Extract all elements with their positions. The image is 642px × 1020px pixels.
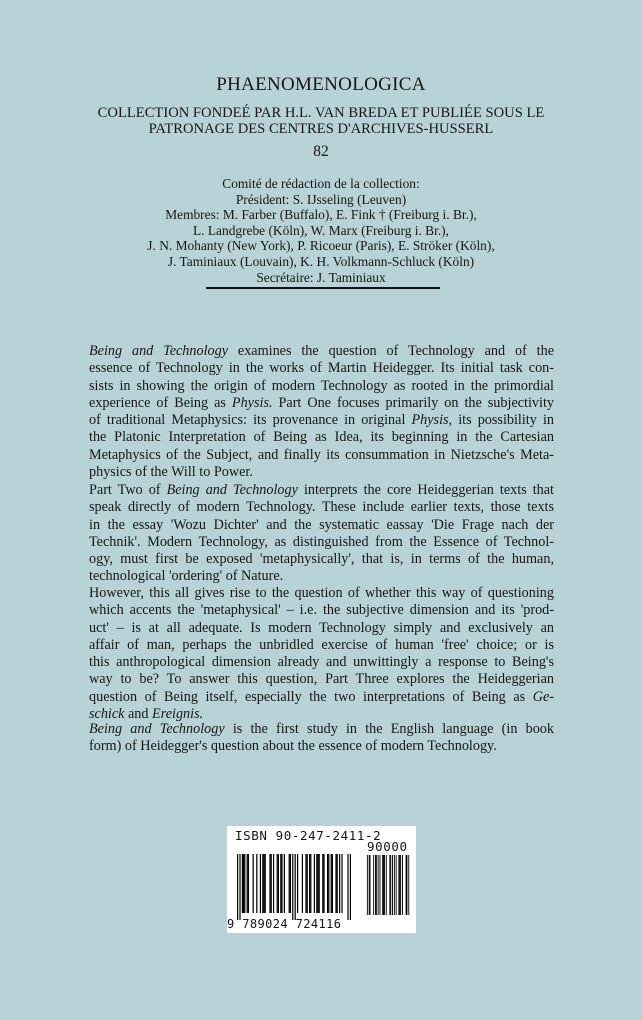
italic-text-run: Ge- — [532, 688, 554, 705]
text-run: interprets the core Heideggerian texts that — [297, 482, 554, 498]
blurb-line — [89, 360, 554, 377]
ean-bar — [289, 854, 290, 913]
text-run: ogy, must first be exposed 'metaphysically', that is, in terms of the human, — [89, 551, 554, 568]
text-run: physics of the Will to Power. — [89, 464, 253, 481]
ean-bar — [335, 854, 336, 913]
price-code: 90000 — [367, 839, 408, 854]
text-run: way to be? To answer this question, Part Three explores the Heideggerian — [89, 671, 554, 688]
ean-bar — [290, 854, 291, 913]
text-run: However, this all gives rise to the question of whether this way of questioning — [89, 585, 554, 601]
ean-bar — [327, 854, 328, 913]
text-run: this anthropological dimension already and unwittingly a response to Being's — [89, 654, 554, 671]
blurb-paragraph-1 — [89, 343, 554, 481]
text-run: Part Two of — [89, 482, 167, 498]
text-run: Technik'. Modern Technology, as distinguished from the Essence of Technol- — [89, 533, 554, 550]
text-run: which accents the 'metaphysical' – i.e. the subjective dimension and its 'prod- — [89, 602, 554, 619]
ean-bar — [310, 854, 311, 913]
ean-bar — [243, 854, 244, 913]
text-run: form) of Heidegger's question about the essence of modern Technology. — [89, 738, 497, 755]
ean-bar — [260, 854, 261, 913]
blurb-line — [89, 517, 554, 534]
ean-bar — [273, 854, 274, 913]
ean-bar — [331, 854, 332, 913]
addon-bar — [389, 855, 390, 915]
blurb-line — [89, 585, 554, 602]
addon-bar — [399, 855, 400, 915]
ean-bar — [248, 854, 249, 913]
collection-line-2: PATRONAGE DES CENTRES D'ARCHIVES-HUSSERL — [148, 121, 494, 137]
ean-bar — [307, 854, 308, 913]
barcode-label — [227, 826, 416, 933]
addon-bar — [402, 855, 403, 915]
addon-bar — [406, 855, 407, 915]
addon-bar — [386, 855, 387, 915]
ean-bar — [316, 854, 317, 913]
text-run: in the essay 'Wozu Dichter' and the systematic eassay 'Die Frage nach der — [89, 516, 554, 533]
italic-text-run: Physis — [411, 412, 449, 429]
collection-line-1: COLLECTION FONDEÉ PAR H.L. VAN BREDA ET PUBLIÉE SOUS LE — [97, 105, 545, 121]
ean-guard-bar — [350, 854, 351, 920]
addon-bar — [375, 855, 376, 915]
ean-bar — [309, 854, 310, 913]
isbn-number: ISBN 90-247-2411-2 — [235, 828, 382, 843]
committee-line: J. Taminiaux (Louvain), K. H. Volkmann-Schluck (Köln) — [167, 253, 475, 269]
blurb-paragraph-4 — [89, 721, 554, 756]
ean-bar — [314, 854, 315, 913]
ean-bar — [263, 854, 264, 913]
blurb-line — [89, 620, 554, 637]
blurb-line — [89, 447, 554, 464]
ean-bar — [278, 854, 279, 913]
blurb-line — [89, 721, 554, 738]
text-run: uct' – is at all adequate. Is modern Technology simply and exclusively an — [89, 619, 554, 636]
blurb-line — [89, 378, 554, 395]
ean-barcode — [237, 854, 359, 920]
ean-guard-bar — [295, 854, 296, 920]
italic-text-run: Being and Technology — [89, 343, 229, 359]
ean-guard-bar — [237, 854, 238, 920]
divider-rule — [206, 287, 440, 289]
addon-bar — [394, 855, 395, 915]
blurb-line — [89, 551, 554, 568]
addon-bar — [400, 855, 401, 915]
committee-line: Comité de rédaction de la collection: — [222, 176, 420, 191]
addon-bar — [398, 855, 399, 915]
italic-text-run: Ereignis. — [152, 706, 204, 723]
committee-line: Président: S. IJsseling (Leuven) — [235, 191, 407, 207]
ean-bar — [244, 854, 245, 913]
blurb-line — [89, 464, 554, 481]
series-title: PHAENOMENOLOGICA — [216, 74, 426, 95]
volume-number: 82 — [313, 143, 329, 160]
blurb-line — [89, 654, 554, 671]
addon-bar — [373, 855, 374, 915]
ean-bar — [332, 854, 333, 913]
text-run: experience of Being as — [89, 394, 232, 411]
blurb-line — [89, 395, 554, 412]
ean-bar — [337, 854, 338, 913]
ean-bar — [323, 854, 324, 913]
blurb-line — [89, 671, 554, 688]
text-run: sists in showing the origin of modern Technology as rooted in the primordial — [89, 377, 554, 394]
text-run: and — [124, 706, 153, 723]
text-run: affair of man, perhaps the unbridled exercise of human 'free' choice; or is — [89, 636, 554, 653]
ean-bar — [256, 854, 257, 913]
blurb-line — [89, 343, 554, 360]
ean-bar — [247, 854, 248, 913]
ean-bar — [341, 854, 342, 913]
ean-bar — [322, 854, 323, 913]
italic-text-run: Being and Technology — [166, 482, 298, 498]
editorial-committee — [0, 176, 642, 285]
ean-digits: 9 789024 724116 — [227, 917, 342, 931]
blurb-paragraph-3 — [89, 585, 554, 723]
ean-bar — [277, 854, 278, 913]
ean-guard-bar — [292, 854, 293, 920]
ean-bar — [328, 854, 329, 913]
ean-bar — [317, 854, 318, 913]
ean-guard-bar — [347, 854, 348, 920]
addon-bar — [376, 855, 377, 915]
addon-bar — [396, 855, 397, 915]
blurb-line — [89, 429, 554, 446]
price-addon-barcode — [366, 855, 410, 915]
blurb-line — [89, 637, 554, 654]
committee-line: J. N. Mohanty (New York), P. Ricoeur (Paris), E. Ströker (Köln), — [147, 238, 495, 254]
text-run: technological 'ordering' of Nature. — [89, 568, 284, 585]
committee-line: Membres: M. Farber (Buffalo), E. Fink † (Freiburg i. Br.), — [165, 207, 477, 223]
addon-bar — [383, 855, 384, 915]
addon-bar — [369, 855, 370, 915]
ean-bar — [242, 854, 243, 913]
addon-bar — [408, 855, 409, 915]
text-run: is the first study in the English language (in book — [224, 721, 554, 737]
blurb-line — [89, 412, 554, 429]
text-run: of traditional Metaphysics: its provenance in original — [89, 412, 412, 429]
ean-bar — [280, 854, 281, 913]
blurb-line — [89, 534, 554, 551]
blurb-line — [89, 499, 554, 516]
ean-bar — [262, 854, 263, 913]
ean-bar — [269, 854, 270, 913]
addon-bar — [392, 855, 393, 915]
italic-text-run: Being and Technology — [89, 721, 225, 737]
text-run: , its possibility in — [448, 412, 554, 429]
ean-bar — [281, 854, 282, 913]
committee-line: L. Landgrebe (Köln), W. Marx (Freiburg i. Br.), — [193, 222, 449, 238]
addon-bar — [380, 855, 381, 915]
addon-bar — [367, 855, 368, 915]
addon-bar — [370, 855, 371, 915]
addon-bar — [390, 855, 391, 915]
addon-bar — [384, 855, 385, 915]
italic-text-run: Physis. — [231, 394, 273, 411]
ean-bar — [302, 854, 303, 913]
text-run: essence of Technology in the works of Martin Heidegger. Its initial task con- — [89, 360, 554, 377]
committee-line: Secrétaire: J. Taminiaux — [256, 269, 386, 285]
text-run: Metaphysics of the Subject, and finally its consummation in Nietzsche's Meta- — [89, 446, 554, 463]
ean-guard-bar — [239, 854, 240, 920]
text-run: question of Being itself, especially the two interpretations of Being as — [89, 688, 533, 705]
ean-bar — [305, 854, 306, 913]
ean-bar — [339, 854, 340, 913]
blurb-paragraph-2 — [89, 482, 554, 586]
addon-bar — [382, 855, 383, 915]
italic-text-run: schick — [89, 706, 125, 723]
blurb-line — [89, 738, 554, 755]
blurb-line — [89, 689, 554, 706]
ean-bar — [297, 854, 298, 913]
text-run: Part One focuses primarily on the subjectivity — [272, 394, 554, 411]
blurb-line — [89, 602, 554, 619]
text-run: the Platonic Interpretation of Being as Idea, its beginning in the Cartesian — [89, 429, 554, 446]
text-run: speak directly of modern Technology. These include earlier texts, those texts — [89, 499, 554, 516]
ean-bar — [284, 854, 285, 913]
addon-bar — [378, 855, 379, 915]
addon-bar — [407, 855, 408, 915]
ean-bar — [271, 854, 272, 913]
ean-bar — [253, 854, 254, 913]
blurb-line — [89, 482, 554, 499]
ean-bar — [319, 854, 320, 913]
text-run: examines the question of Technology and of the — [228, 343, 555, 359]
blurb-line — [89, 568, 554, 585]
ean-bar — [265, 854, 266, 913]
